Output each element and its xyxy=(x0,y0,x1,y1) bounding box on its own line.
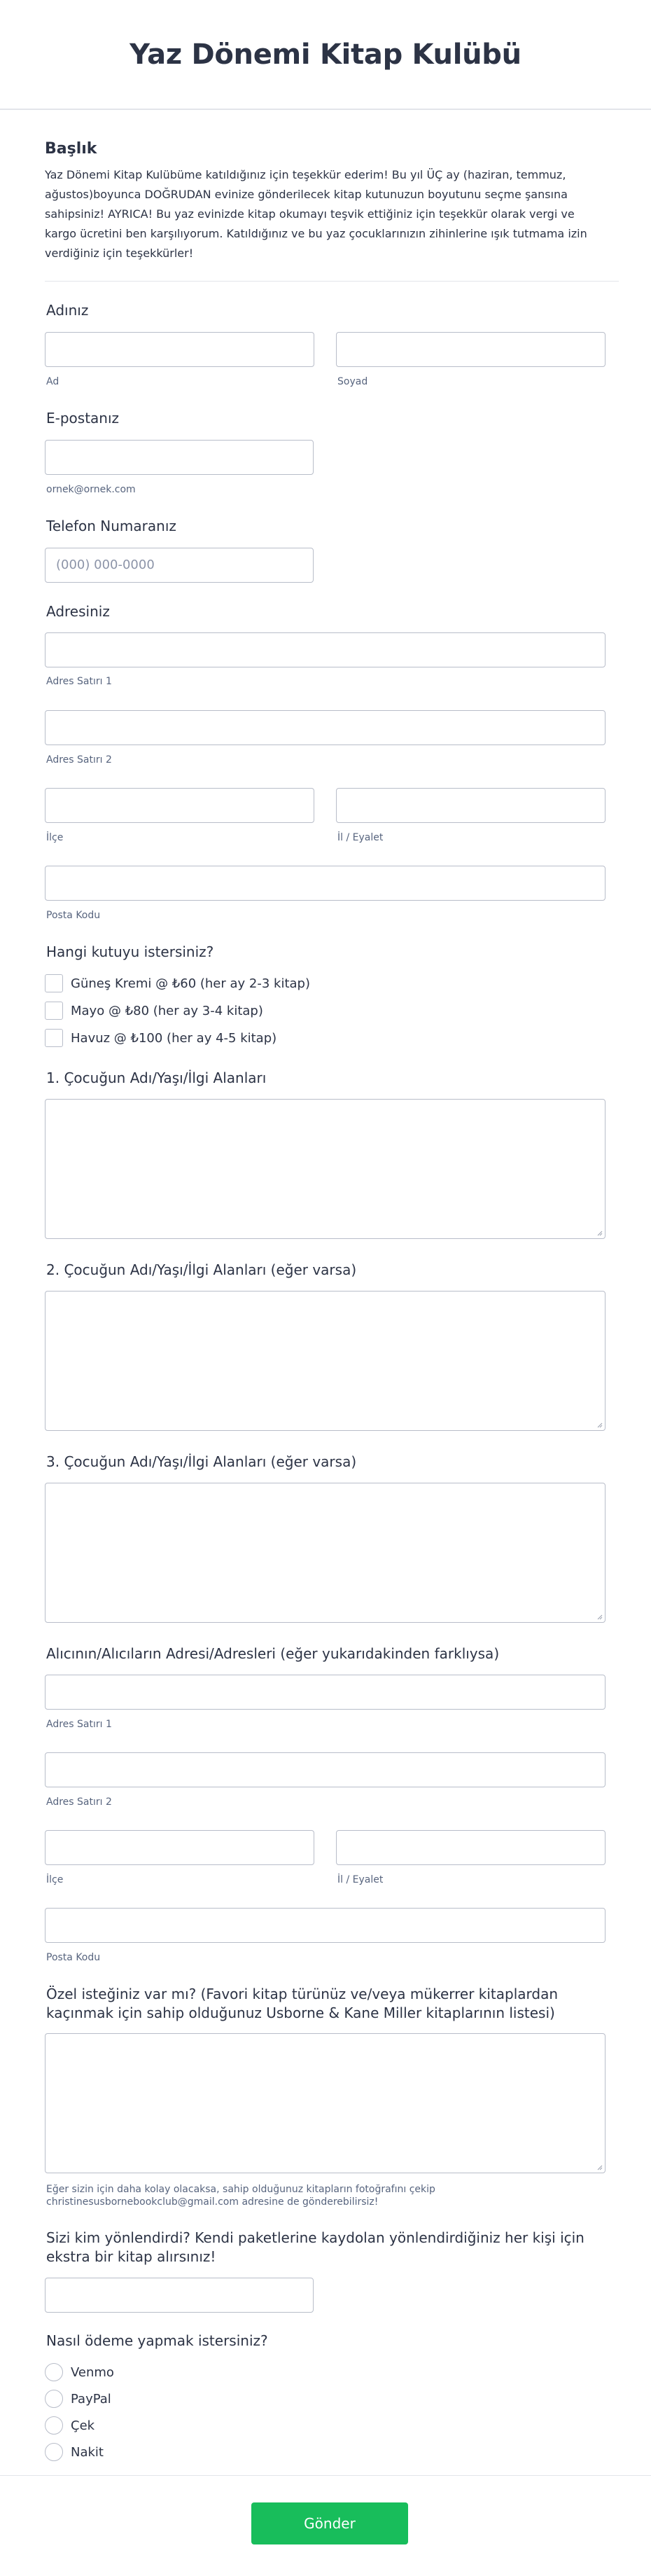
child3-textarea[interactable] xyxy=(45,1483,606,1623)
intro-text: Yaz Dönemi Kitap Kulübüme katıldığınız için teşekkür ederim! Bu yıl ÜÇ ay (haziran, temmuz, ağustos)boyunca DOĞRUDAN evinize gönderilecek kitap kutunuzun boyutunu seçme şansına sahipsiniz! AYRICA! Bu yaz evinizde kitap okumayı teşvik ettiğiniz için teşekkür olarak vergi ve kargo ücretini ben karşılıyorum. Katıldığınız ve bu yaz çocuklarınızın zihinlerine ışık tutmama izin verdiğiniz için teşekkürler! xyxy=(45,168,587,260)
city-input[interactable] xyxy=(45,788,314,823)
recipient-postal-input[interactable] xyxy=(45,1908,606,1943)
phone-label: Telefon Numaranız xyxy=(46,518,176,534)
payment-option-cek[interactable] xyxy=(45,2415,94,2436)
box-option-gunes-kremi[interactable] xyxy=(45,973,310,994)
payment-option-paypal[interactable] xyxy=(45,2388,111,2409)
email-input[interactable] xyxy=(45,440,314,475)
radio-button[interactable] xyxy=(45,2443,63,2461)
child3-label: 3. Çocuğun Adı/Yaşı/İlgi Alanları (eğer varsa) xyxy=(46,1453,357,1470)
referral-label: Sizi kim yönlendirdi? Kendi paketlerine kaydolan yönlendirdiğiniz her kişi için ekstra bir kitap alırsınız! xyxy=(46,2229,584,2265)
option-label: Güneş Kremi @ ₺60 (her ay 2-3 kitap) xyxy=(71,976,310,991)
recipient-line2-sublabel: Adres Satırı 2 xyxy=(46,1796,112,1808)
state-input[interactable] xyxy=(336,788,606,823)
radio-button[interactable] xyxy=(45,2363,63,2381)
payment-label: Nasıl ödeme yapmak istersiniz? xyxy=(46,2332,268,2349)
section-divider xyxy=(45,281,619,282)
postal-code-input[interactable] xyxy=(45,866,606,901)
address-line1-input[interactable] xyxy=(45,632,606,667)
resize-handle-icon[interactable] xyxy=(596,1421,603,1428)
box-choice-label: Hangi kutuyu istersiniz? xyxy=(46,943,214,960)
checkbox[interactable] xyxy=(45,974,63,992)
option-label: Mayo @ ₺80 (her ay 3-4 kitap) xyxy=(71,1003,263,1018)
page-title: Yaz Dönemi Kitap Kulübü xyxy=(130,38,522,71)
child1-label: 1. Çocuğun Adı/Yaşı/İlgi Alanları xyxy=(46,1069,267,1086)
form-header xyxy=(0,0,651,110)
recipient-line2-input[interactable] xyxy=(45,1752,606,1787)
footer-divider xyxy=(0,2475,651,2476)
recipient-line1-input[interactable] xyxy=(45,1675,606,1710)
special-request-label: Özel isteğiniz var mı? (Favori kitap türünüz ve/veya mükerrer kitaplardan kaçınmak için sahip olduğunuz Usborne & Kane Miller kitaplarının listesi) xyxy=(46,1986,559,2021)
address-line1-sublabel: Adres Satırı 1 xyxy=(46,676,112,687)
phone-input[interactable]: (000) 000-0000 xyxy=(45,548,314,583)
resize-handle-icon[interactable] xyxy=(596,1613,603,1620)
child1-textarea[interactable] xyxy=(45,1099,606,1239)
email-label: E-postanız xyxy=(46,410,120,427)
radio-button[interactable] xyxy=(45,2416,63,2435)
payment-option-nakit[interactable] xyxy=(45,2442,104,2463)
last-name-sublabel: Soyad xyxy=(337,376,368,387)
first-name-sublabel: Ad xyxy=(46,376,59,387)
recipient-city-input[interactable] xyxy=(45,1830,314,1865)
option-label: Çek xyxy=(71,2418,95,2433)
option-label: Venmo xyxy=(71,2364,114,2380)
city-sublabel: İlçe xyxy=(46,832,64,843)
referral-input[interactable] xyxy=(45,2278,314,2313)
address-label: Adresiniz xyxy=(46,603,110,620)
option-label: PayPal xyxy=(71,2391,111,2407)
recipient-state-input[interactable] xyxy=(336,1830,606,1865)
address-line2-sublabel: Adres Satırı 2 xyxy=(46,754,112,766)
recipient-state-sublabel: İl / Eyalet xyxy=(337,1874,384,1885)
payment-option-venmo[interactable] xyxy=(45,2362,114,2383)
box-option-havuz[interactable] xyxy=(45,1027,276,1048)
recipient-address-label: Alıcının/Alıcıların Adresi/Adresleri (eğer yukarıdakinden farklıysa) xyxy=(46,1645,500,1662)
submit-button[interactable]: Gönder xyxy=(251,2502,408,2544)
first-name-input[interactable] xyxy=(45,332,314,367)
checkbox[interactable] xyxy=(45,1029,63,1047)
radio-button[interactable] xyxy=(45,2390,63,2408)
email-sublabel: ornek@ornek.com xyxy=(46,484,136,495)
recipient-postal-sublabel: Posta Kodu xyxy=(46,1952,101,1963)
checkbox[interactable] xyxy=(45,1002,63,1020)
last-name-input[interactable] xyxy=(336,332,606,367)
section-title: Başlık xyxy=(45,140,97,158)
box-option-mayo[interactable] xyxy=(45,1000,263,1021)
postal-code-sublabel: Posta Kodu xyxy=(46,910,101,921)
option-label: Havuz @ ₺100 (her ay 4-5 kitap) xyxy=(71,1030,277,1046)
recipient-line1-sublabel: Adres Satırı 1 xyxy=(46,1719,112,1730)
resize-handle-icon[interactable] xyxy=(596,1229,603,1236)
resize-handle-icon[interactable] xyxy=(596,2163,603,2170)
special-request-helper: Eğer sizin için daha kolay olacaksa, sahip olduğunuz kitapların fotoğrafını çekip christinesusbornebookclub@gmail.com adresine de gönderebilirsiz! xyxy=(46,2184,435,2208)
name-label: Adınız xyxy=(46,302,89,319)
child2-label: 2. Çocuğun Adı/Yaşı/İlgi Alanları (eğer varsa) xyxy=(46,1261,357,1278)
recipient-city-sublabel: İlçe xyxy=(46,1874,64,1885)
state-sublabel: İl / Eyalet xyxy=(337,832,384,843)
special-request-textarea[interactable] xyxy=(45,2033,606,2173)
child2-textarea[interactable] xyxy=(45,1291,606,1431)
option-label: Nakit xyxy=(71,2444,104,2460)
address-line2-input[interactable] xyxy=(45,710,606,745)
